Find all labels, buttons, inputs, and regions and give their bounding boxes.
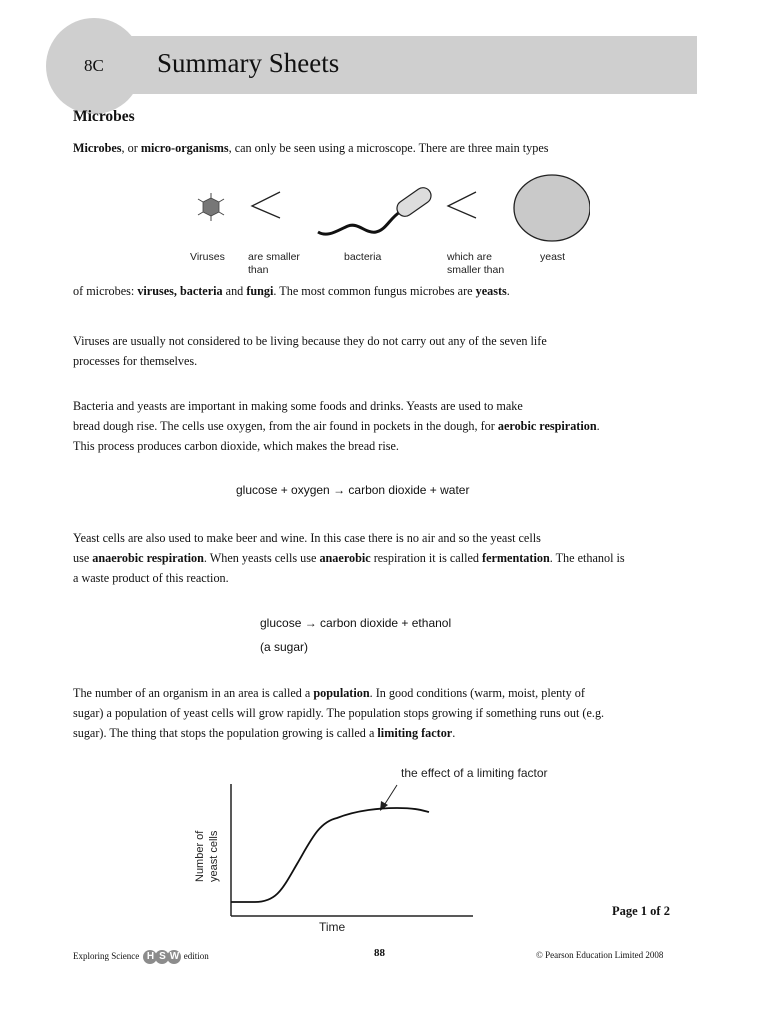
viruses-paragraph: Viruses are usually not considered to be living because they do not carry out any of the seven life processes for themselves. xyxy=(73,334,547,368)
copyright: © Pearson Education Limited 2008 xyxy=(536,950,664,960)
less-than-sign-2 xyxy=(448,192,476,218)
chart-annotation: the effect of a limiting factor xyxy=(401,766,548,780)
page-label: Page 1 of 2 xyxy=(612,904,670,918)
unit-code: 8C xyxy=(84,56,104,75)
y-axis-label-2: yeast cells xyxy=(208,830,220,882)
label-yeast: yeast xyxy=(540,251,566,263)
x-axis-label: Time xyxy=(319,920,346,934)
label-smaller-than: are smaller than xyxy=(248,251,300,276)
section-heading: Microbes xyxy=(73,108,135,125)
hsw-logo: H S W xyxy=(143,951,179,961)
label-bacteria: bacteria xyxy=(344,251,382,263)
page-title: Summary Sheets xyxy=(157,48,340,78)
microbe-types-line: of microbes: viruses, bacteria and fungi. The most common fungus microbes are yeasts. xyxy=(73,284,510,298)
bacterium-body xyxy=(394,185,434,220)
label-viruses: Viruses xyxy=(190,251,225,263)
anaerobic-equation: glucose → carbon dioxide + ethanol xyxy=(260,616,452,630)
growth-curve-chart xyxy=(185,760,575,940)
virus-drawing xyxy=(198,193,224,221)
footer-publication: Exploring Science H S W edition xyxy=(73,951,209,962)
label-which-are: which are smaller than xyxy=(447,251,505,276)
microbe-size-diagram xyxy=(190,172,590,248)
page-number: 88 xyxy=(374,947,385,959)
bacterium-flagellum xyxy=(318,212,400,234)
fermentation-paragraph: Yeast cells are also used to make beer and wine. In this case there is no air and so the yeast cells use anaerobic respiration. When yeasts cells use anaerobic respiration it is called fermentation. The ethanol is a waste product of this reaction. xyxy=(73,531,625,585)
population-paragraph: The number of an organism in an area is called a population. In good conditions (warm, moist, plenty of sugar) a population of yeast cells will grow rapidly. The population stops growing if something runs out (e.g. sugar). The thing that stops the population growing is called a limiting factor. xyxy=(73,686,605,740)
aerobic-equation: glucose + oxygen → carbon dioxide + water xyxy=(236,483,470,497)
sugar-note: (a sugar) xyxy=(260,640,309,654)
annotation-arrowhead xyxy=(380,801,388,811)
bacteria-yeast-paragraph: Bacteria and yeasts are important in making some foods and drinks. Yeasts are used to make bread dough rise. The cells use oxygen, from the air found in pockets in the dough, for aerobic respiration. This process produces carbon dioxide, which makes the bread rise. xyxy=(73,399,600,453)
growth-curve xyxy=(231,808,429,902)
less-than-sign-1 xyxy=(252,192,280,218)
y-axis-label-1: Number of xyxy=(194,830,206,882)
intro-line: Microbes, or micro-organisms, can only be seen using a microscope. There are three main types xyxy=(73,141,549,155)
yeast-cell xyxy=(514,175,590,241)
